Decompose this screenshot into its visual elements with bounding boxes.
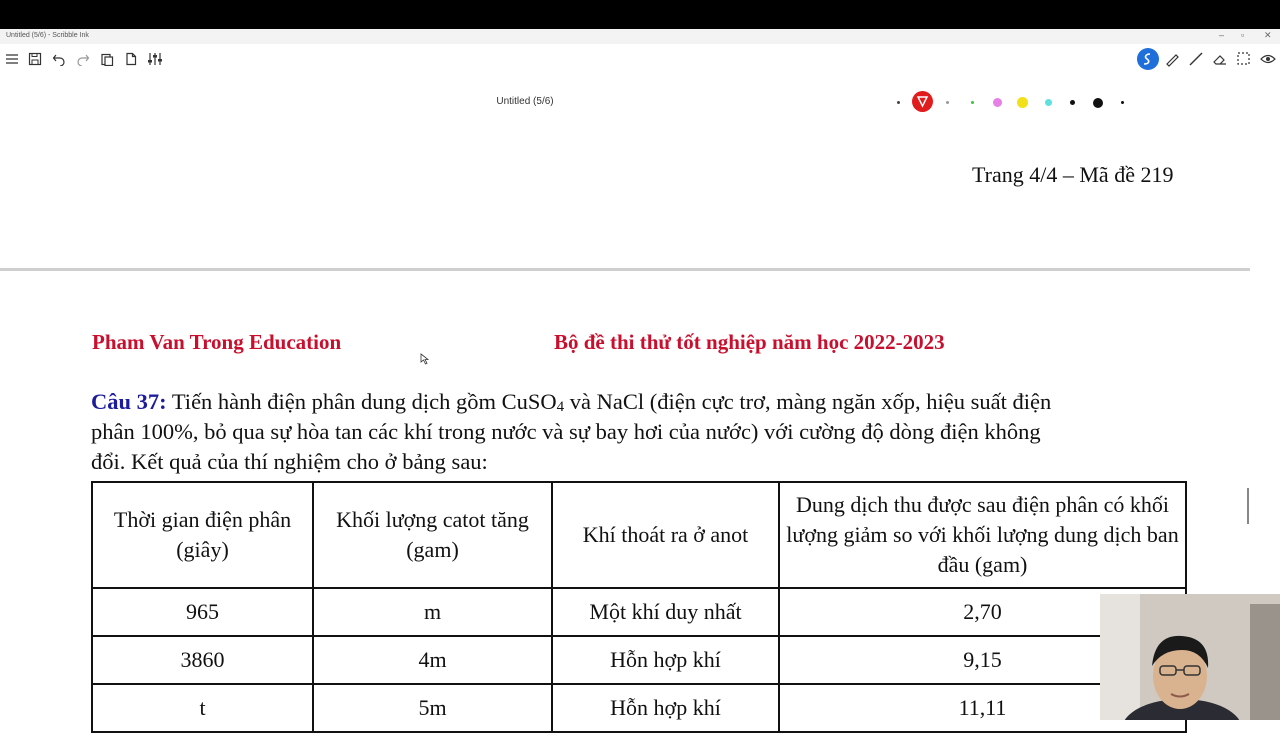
header-anode-gas: Khí thoát ra ở anot [552, 482, 779, 588]
vertical-scrollbar-thumb[interactable] [1247, 488, 1249, 524]
table-header-row [92, 482, 1186, 588]
small-pen-size-dot[interactable] [897, 101, 900, 104]
line-icon[interactable] [1187, 50, 1205, 68]
table-row [92, 588, 1186, 636]
color-cyan[interactable] [1045, 99, 1052, 106]
color-red-selected[interactable] [912, 91, 933, 112]
table-cell: 3860 [92, 636, 313, 684]
question-line-1 [91, 387, 1191, 417]
table-cell: 2,70 [779, 588, 1186, 636]
question-line-2: phân 100%, bỏ qua sự hòa tan các khí trong nước và sự bay hơi của nước) với cường độ dòng điện không [91, 419, 1041, 444]
color-black-tiny[interactable] [1121, 101, 1124, 104]
toolbar [0, 44, 1280, 107]
color-pink[interactable] [993, 98, 1002, 107]
undo-icon[interactable] [50, 50, 68, 68]
highlighter-icon[interactable] [1163, 50, 1181, 68]
table-cell: 965 [92, 588, 313, 636]
results-table [91, 481, 1187, 733]
lasso-select-icon[interactable] [1235, 50, 1253, 68]
app-title: Untitled (5/6) - Scribble Ink [6, 32, 89, 39]
color-black-small[interactable] [1070, 100, 1075, 105]
page-header: Trang 4/4 – Mã đề 219 [972, 162, 1174, 187]
maximize-icon[interactable]: ▫ [1241, 30, 1245, 40]
table-cell: Hỗn hợp khí [552, 636, 779, 684]
question-line-3: đổi. Kết quả của thí nghiệm cho ở bảng sau: [91, 449, 488, 474]
table-cell: Một khí duy nhất [552, 588, 779, 636]
presenter-video-icon [1100, 594, 1280, 720]
header-cathode-mass: Khối lượng catot tăng (gam) [313, 482, 552, 588]
question-label: Câu 37: [91, 389, 167, 414]
question-text-segment: và NaCl (điện cực trơ, màng ngăn xốp, hiệu suất điện [564, 389, 1052, 414]
color-yellow[interactable] [1017, 97, 1028, 108]
header-solution-mass-decrease: Dung dịch thu được sau điện phân có khối lượng giảm so với khối lượng dung dịch ban đầu (gam) [779, 482, 1186, 588]
page-divider [0, 268, 1250, 271]
table-cell: m [313, 588, 552, 636]
table-cell: 9,15 [779, 636, 1186, 684]
series-title: Bộ đề thi thử tốt nghiệp năm học 2022-2023 [554, 330, 945, 354]
table-row [92, 636, 1186, 684]
minimize-icon[interactable]: – [1219, 30, 1225, 40]
color-gray[interactable] [946, 101, 949, 104]
table-cell: 5m [313, 684, 552, 732]
table-cell: t [92, 684, 313, 732]
paste-icon[interactable] [98, 50, 116, 68]
header-time: Thời gian điện phân (giây) [92, 482, 313, 588]
table-row [92, 684, 1186, 732]
mouse-cursor-icon [420, 353, 430, 365]
brand-name: Pham Van Trong Education [92, 330, 342, 354]
pen-icon[interactable] [1137, 48, 1159, 70]
window-titlebar [0, 29, 1280, 44]
table-cell: 4m [313, 636, 552, 684]
color-black-medium[interactable] [1093, 98, 1103, 108]
table-cell: 11,11 [779, 684, 1186, 732]
save-icon[interactable] [26, 50, 44, 68]
settings-sliders-icon[interactable] [146, 50, 164, 68]
color-green[interactable] [971, 101, 974, 104]
subscript-4: 4 [556, 399, 565, 415]
document-title: Untitled (5/6) [496, 96, 554, 107]
close-icon[interactable]: ✕ [1264, 30, 1272, 40]
top-black-bar [0, 0, 1280, 29]
table-cell: Hỗn hợp khí [552, 684, 779, 732]
eraser-icon[interactable] [1211, 50, 1229, 68]
new-page-icon[interactable] [122, 50, 140, 68]
question-text [91, 387, 1191, 477]
question-text-segment: Tiến hành điện phân dung dịch gồm CuSO [166, 389, 557, 414]
eye-icon[interactable] [1259, 50, 1277, 68]
redo-icon[interactable] [74, 50, 92, 68]
menu-icon[interactable] [3, 50, 21, 68]
webcam-overlay [1100, 594, 1280, 720]
